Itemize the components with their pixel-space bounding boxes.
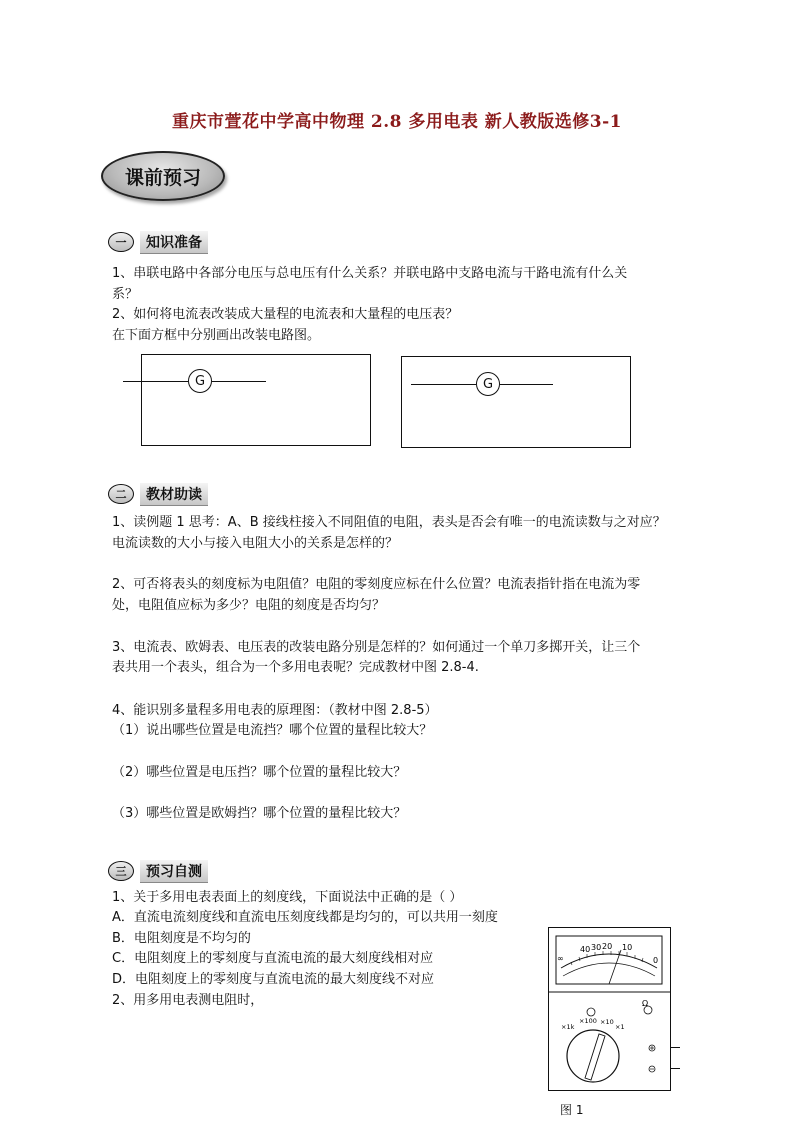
section-number: 二	[108, 484, 134, 504]
range-label: ×1	[615, 1023, 625, 1031]
text-line: 2、可否将表头的刻度标为电阻值？电阻的零刻度应标在什么位置？电流表指针指在电流为零	[112, 577, 641, 592]
text-line: 2、如何将电流表改装成大量程的电流表和大量程的电压表？	[112, 307, 459, 322]
wire	[411, 384, 476, 385]
text-line: C．电阻刻度上的零刻度与直流电流的最大刻度线相对应	[112, 951, 434, 966]
text-line: 表共用一个表头，组合为一个多用电表呢？完成教材中图 2.8-4.	[112, 660, 479, 675]
probe-lead	[670, 1047, 680, 1048]
text-line: 3、电流表、欧姆表、电压表的改装电路分别是怎样的？如何通过一个单刀多掷开关，让三个	[112, 640, 641, 655]
preview-badge: 课前预习	[101, 151, 225, 201]
section-header-selftest	[108, 860, 208, 882]
section-header-prep	[108, 231, 208, 253]
section-number: 一	[108, 232, 134, 252]
section-label: 知识准备	[140, 231, 208, 254]
text-line: 2、用多用电表测电阻时，	[112, 993, 264, 1008]
multimeter-drawing	[549, 928, 670, 1090]
drawing-box-left	[141, 354, 371, 446]
range-label: ×100	[579, 1017, 597, 1025]
scale-label: 0	[653, 956, 659, 965]
text-line: （2）哪些位置是电压挡？哪个位置的量程比较大？	[112, 765, 407, 780]
scale-label: 20	[602, 942, 613, 951]
galvanometer-symbol: G	[188, 369, 212, 393]
wire	[212, 381, 266, 382]
scale-label: 10	[622, 943, 633, 952]
section-header-reading	[108, 483, 208, 505]
text-line: 系？	[112, 287, 139, 302]
section-label: 预习自测	[140, 860, 208, 883]
text-line: 1、读例题 1 思考：A、B 接线柱接入不同阻值的电阻，表头是否会有唯一的电流读数与之对应？	[112, 515, 666, 530]
scale-label: ∞	[557, 954, 564, 963]
text-line: 1、串联电路中各部分电压与总电压有什么关系？并联电路中支路电流与干路电流有什么关	[112, 266, 628, 281]
zero-adjust-knob-icon	[587, 1008, 595, 1016]
scale-label: 30	[591, 943, 602, 952]
probe-lead	[670, 1068, 680, 1069]
text-line: 电流读数的大小与接入电阻大小的关系是怎样的？	[112, 536, 399, 551]
range-label: ×1k	[561, 1023, 575, 1031]
figure-caption: 图 1	[560, 1103, 584, 1117]
ohm-symbol: Ω	[642, 999, 649, 1008]
meter-needle	[609, 950, 621, 984]
text-line: A．直流电流刻度线和直流电压刻度线都是均匀的，可以共用一刻度	[112, 910, 498, 925]
text-line: 1、关于多用电表表面上的刻度线，下面说法中正确的是（ ）	[112, 890, 463, 905]
multimeter-figure	[548, 927, 671, 1091]
drawing-box-right	[401, 356, 631, 448]
text-line: B．电阻刻度是不均匀的	[112, 931, 251, 946]
text-line: 在下面方框中分别画出改装电路图。	[112, 328, 321, 343]
text-line: 处，电阻值应标为多少？电阻的刻度是否均匀？	[112, 598, 386, 613]
text-line: （1）说出哪些位置是电流挡？哪个位置的量程比较大？	[112, 723, 433, 738]
text-line: D．电阻刻度上的零刻度与直流电流的最大刻度线不对应	[112, 972, 435, 987]
wire	[500, 384, 553, 385]
text-line: （3）哪些位置是欧姆挡？哪个位置的量程比较大？	[112, 806, 407, 821]
wire	[123, 381, 188, 382]
section-number: 三	[108, 861, 134, 881]
document-title: 重庆市萱花中学高中物理 2.8 多用电表 新人教版选修3-1	[171, 112, 623, 132]
galvanometer-symbol: G	[476, 372, 500, 396]
section-label: 教材助读	[140, 483, 208, 506]
scale-label: 40	[580, 945, 591, 954]
text-line: 4、能识别多量程多用电表的原理图：（教材中图 2.8-5）	[112, 703, 438, 718]
selector-pointer-icon	[585, 1034, 605, 1080]
range-label: ×10	[600, 1018, 614, 1026]
